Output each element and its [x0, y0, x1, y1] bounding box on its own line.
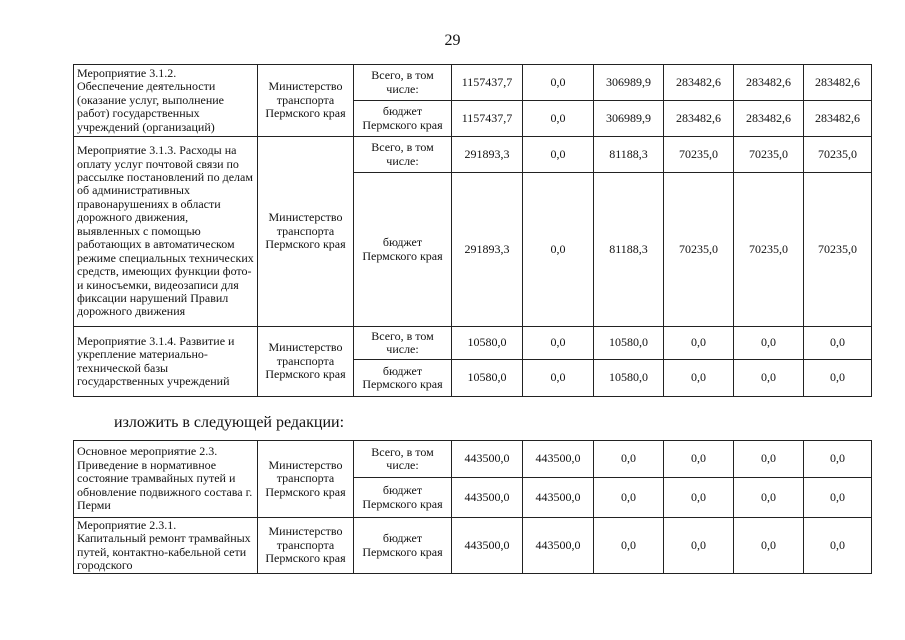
amendment-text: изложить в следующей редакции: [114, 414, 345, 431]
amount-cell: 0,0 [734, 360, 804, 397]
funding-source: Всего, в том числе: [354, 327, 452, 360]
page-number: 29 [444, 32, 461, 49]
table-row [74, 518, 872, 574]
amount-cell: 0,0 [734, 518, 804, 574]
responsible-executor: Министерство транспорта Пермского края [258, 327, 354, 397]
amount-cell: 0,0 [664, 518, 734, 574]
amount-cell: 283482,6 [804, 65, 872, 101]
responsible-executor: Министерство транспорта Пермского края [258, 518, 354, 574]
amount-cell: 1157437,7 [452, 65, 523, 101]
amount-cell: 70235,0 [804, 137, 872, 173]
amount-cell: 0,0 [804, 327, 872, 360]
amount-cell: 0,0 [523, 65, 594, 101]
funding-source: Всего, в том числе: [354, 441, 452, 478]
amount-cell: 443500,0 [523, 478, 594, 518]
amount-cell: 443500,0 [523, 441, 594, 478]
amount-cell: 283482,6 [804, 101, 872, 137]
budget-table-old [73, 64, 872, 397]
amount-cell: 70235,0 [664, 137, 734, 173]
amount-cell: 1157437,7 [452, 101, 523, 137]
amount-cell: 0,0 [664, 441, 734, 478]
amount-cell: 0,0 [804, 441, 872, 478]
amount-cell: 0,0 [804, 518, 872, 574]
amount-cell: 283482,6 [664, 65, 734, 101]
amount-cell: 70235,0 [734, 137, 804, 173]
amount-cell: 0,0 [664, 478, 734, 518]
amount-cell: 0,0 [594, 518, 664, 574]
amount-cell: 0,0 [523, 327, 594, 360]
table-row [74, 327, 872, 360]
amount-cell: 70235,0 [804, 173, 872, 327]
funding-source: бюджет Пермского края [354, 101, 452, 137]
amount-cell: 0,0 [734, 478, 804, 518]
table-row [74, 65, 872, 101]
amount-cell: 443500,0 [452, 518, 523, 574]
activity-name: Мероприятие 3.1.4. Развитие и укрепление материально-технической базы государственных учреждений [74, 327, 258, 397]
activity-name: Основное мероприятие 2.3. Приведение в нормативное состояние трамвайных путей и обновление подвижного состава г. Перми [74, 441, 258, 518]
amount-cell: 291893,3 [452, 173, 523, 327]
amount-cell: 0,0 [523, 173, 594, 327]
amount-cell: 0,0 [523, 137, 594, 173]
table-row [74, 441, 872, 478]
amount-cell: 0,0 [594, 478, 664, 518]
amount-cell: 10580,0 [452, 360, 523, 397]
funding-source: бюджет Пермского края [354, 173, 452, 327]
amount-cell: 0,0 [734, 441, 804, 478]
amount-cell: 10580,0 [452, 327, 523, 360]
amount-cell: 81188,3 [594, 173, 664, 327]
funding-source: Всего, в том числе: [354, 137, 452, 173]
amount-cell: 10580,0 [594, 327, 664, 360]
amount-cell: 306989,9 [594, 65, 664, 101]
amount-cell: 0,0 [523, 101, 594, 137]
amount-cell: 283482,6 [734, 65, 804, 101]
amount-cell: 0,0 [804, 478, 872, 518]
funding-source: Всего, в том числе: [354, 65, 452, 101]
amount-cell: 0,0 [664, 360, 734, 397]
budget-table-new [73, 440, 872, 574]
responsible-executor: Министерство транспорта Пермского края [258, 441, 354, 518]
amount-cell: 0,0 [594, 441, 664, 478]
amount-cell: 0,0 [734, 327, 804, 360]
amount-cell: 10580,0 [594, 360, 664, 397]
amount-cell: 0,0 [523, 360, 594, 397]
amount-cell: 443500,0 [452, 441, 523, 478]
amount-cell: 291893,3 [452, 137, 523, 173]
amount-cell: 283482,6 [664, 101, 734, 137]
amount-cell: 0,0 [664, 327, 734, 360]
funding-source: бюджет Пермского края [354, 478, 452, 518]
amount-cell: 443500,0 [523, 518, 594, 574]
amount-cell: 81188,3 [594, 137, 664, 173]
amount-cell: 70235,0 [734, 173, 804, 327]
amount-cell: 306989,9 [594, 101, 664, 137]
amount-cell: 443500,0 [452, 478, 523, 518]
table-row [74, 137, 872, 173]
responsible-executor: Министерство транспорта Пермского края [258, 137, 354, 327]
responsible-executor: Министерство транспорта Пермского края [258, 65, 354, 137]
funding-source: бюджет Пермского края [354, 360, 452, 397]
funding-source: бюджет Пермского края [354, 518, 452, 574]
activity-name: Мероприятие 3.1.2. Обеспечение деятельности (оказание услуг, выполнение работ) государственных учреждений (организаций) [74, 65, 258, 137]
amount-cell: 0,0 [804, 360, 872, 397]
activity-name: Мероприятие 2.3.1. Капитальный ремонт трамвайных путей, контактно-кабельной сети городского [74, 518, 258, 574]
activity-name: Мероприятие 3.1.3. Расходы на оплату услуг почтовой связи по рассылке постановлений по делам об административных правонарушениях в области дорожного движения, выявленных с помощью работающих в автоматическом режиме специальных технических средств, имеющих функции фото- и киносъемки, видеозаписи для фиксации нарушений Правил дорожного движения [74, 137, 258, 327]
amount-cell: 283482,6 [734, 101, 804, 137]
amount-cell: 70235,0 [664, 173, 734, 327]
